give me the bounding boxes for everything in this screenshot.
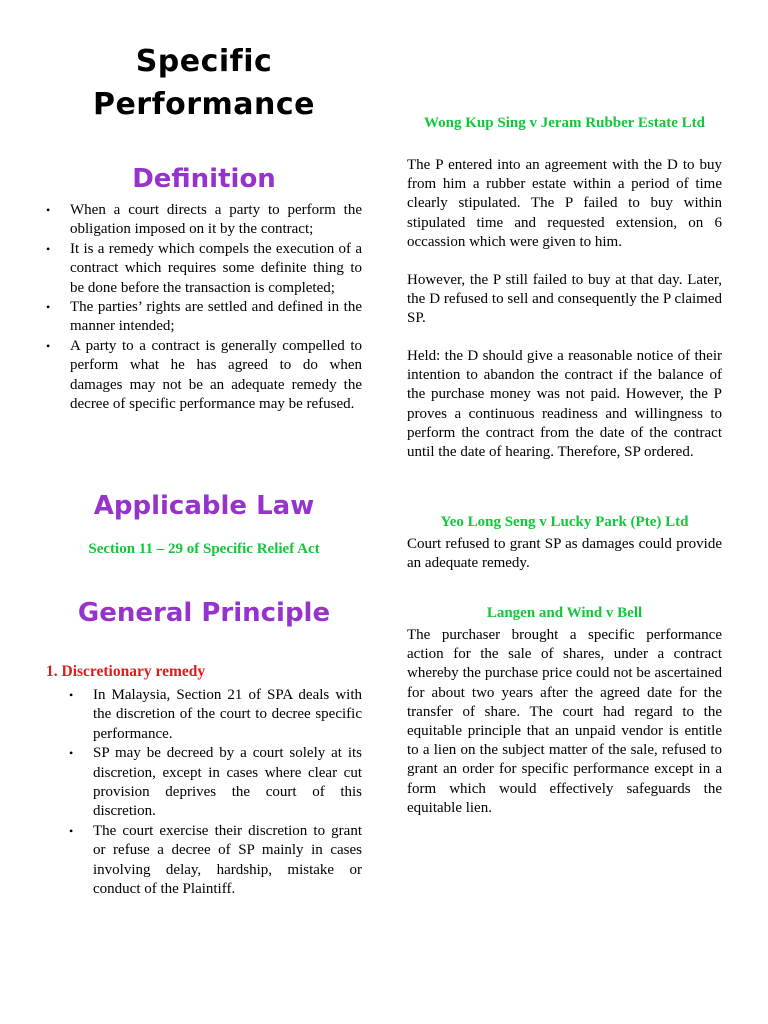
list-item: • It is a remedy which compels the execution of a contract which requires some definite thing to be done before the transaction is completed; xyxy=(46,240,362,296)
case-title-langen-wind-bell: Langen and Wind v Bell xyxy=(486,605,643,621)
list-item: • The parties’ rights are settled and defined in the manner intended; xyxy=(46,299,362,335)
bullet-icon: • xyxy=(69,688,74,702)
title-line-2: Performance xyxy=(92,87,316,122)
case1-paragraph-2: However, the P still failed to buy at that day. Later, the D refused to sell and consequently the P claimed SP. xyxy=(407,272,722,327)
case1-paragraph-3: Held: the D should give a reasonable notice of their intention to abandon the contract if the balance of the purchase money was not paid. However, the P proves a continuous readiness and willingness to perform the contract from the date of the contract until the date of hearing. Therefore, SP ordered. xyxy=(407,348,722,461)
bullet-icon: • xyxy=(46,300,51,315)
definition-heading: Definition xyxy=(132,164,276,194)
case-title-wong-kup-sing: Wong Kup Sing v Jeram Rubber Estate Ltd xyxy=(423,115,705,131)
title-line-1: Specific xyxy=(135,44,273,79)
case-title-yeo-long-seng: Yeo Long Seng v Lucky Park (Pte) Ltd xyxy=(440,514,689,530)
list-item: • SP may be decreed by a court solely at its discretion, except in cases where clear cut provision deprives the court of this discretion. xyxy=(69,745,362,820)
list-item: • When a court directs a party to perform the obligation imposed on it by the contract; xyxy=(46,202,362,238)
case3-paragraph-1: The purchaser brought a specific performance action for the sale of shares, under a contract whereby the purchase price could not be ascertained for about two years after the agreed date for the transfer of share. The court had regard to the equitable principle that an unpaid vendor is entitle to a lien on the subject matter of the sale, refused to grant an order for specific performance except in a form which would effectively safeguards the equitable lien. xyxy=(407,627,722,816)
bullet-icon: • xyxy=(46,241,51,256)
applicable-law-subheading: Section 11 – 29 of Specific Relief Act xyxy=(88,541,320,557)
list-item: • A party to a contract is generally compelled to perform what he has agreed to do when damages may not be an adequate remedy the decree of specific performance may be refused. xyxy=(46,337,362,413)
applicable-law-heading: Applicable Law xyxy=(93,491,315,521)
general-principle-heading: General Principle xyxy=(77,598,331,628)
document-title xyxy=(46,40,362,126)
discretionary-remedy-heading: 1. Discretionary remedy xyxy=(46,663,206,680)
list-item: • In Malaysia, Section 21 of SPA deals with the discretion of the court to decree specific performance. xyxy=(69,687,362,742)
bullet-icon: • xyxy=(69,746,74,761)
bullet-icon: • xyxy=(69,823,74,838)
bullet-icon: • xyxy=(46,203,51,217)
discretionary-list xyxy=(69,686,362,899)
list-item: • The court exercise their discretion to grant or refuse a decree of SP mainly in cases involving delay, hardship, mistake or conduct of the Plaintiff. xyxy=(69,822,362,898)
bullet-icon: • xyxy=(46,338,51,353)
case2-paragraph-1: Court refused to grant SP as damages could provide an adequate remedy. xyxy=(407,536,722,572)
definition-list xyxy=(46,201,362,414)
case1-paragraph-1: The P entered into an agreement with the D to buy from him a rubber estate within a period of time clearly stipulated. The P failed to buy within stipulated time and requested extension, on 6 occassion which were given to him. xyxy=(407,157,722,250)
